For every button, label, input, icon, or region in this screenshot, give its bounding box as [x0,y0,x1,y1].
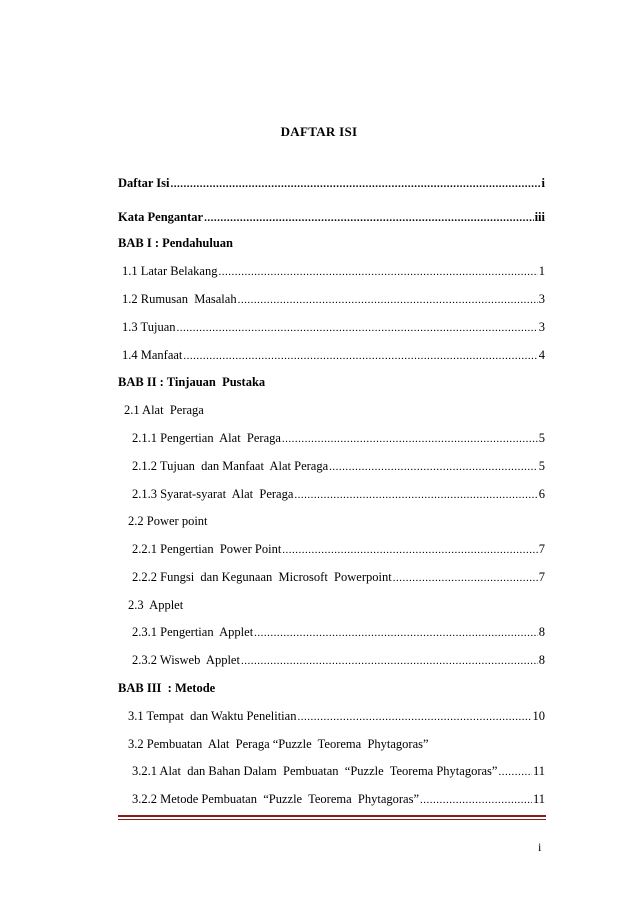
toc-entry [118,374,265,390]
toc-entry [122,291,545,307]
toc-entry [118,235,233,251]
toc-entry-label: BAB III : Metode [118,681,216,695]
toc-entry-label: 2.3.1 Pengertian Applet [132,625,254,639]
toc-entry [128,597,183,613]
toc-entry-page: 11 [532,764,545,778]
toc-entry-label: 2.2.1 Pengertian Power Point [132,542,282,556]
toc-entry-page: 5 [538,459,545,473]
toc-leader-dots [254,625,538,641]
toc-entry [118,209,545,225]
toc-entry-page: 10 [532,709,545,723]
footer-rule-thick [118,815,546,817]
page-title: DAFTAR ISI [280,124,358,139]
toc-entry [132,652,545,668]
toc-entry [122,347,545,363]
footer-page-number: i [538,840,542,854]
toc-entry-label: Daftar Isi [118,176,170,190]
toc-entry-label: 3.1 Tempat dan Waktu Penelitian [128,709,297,723]
toc-entry-page: 11 [532,792,545,806]
toc-leader-dots [294,487,537,503]
toc-leader-dots [177,320,538,336]
toc-entry-label: 2.1.3 Syarat-syarat Alat Peraga [132,487,294,501]
toc-entry-page: 7 [538,542,545,556]
toc-leader-dots [420,792,532,808]
toc-leader-dots [204,210,534,226]
toc-entry-page: 3 [538,292,545,306]
toc-entry [132,624,545,640]
toc-entry-label: 1.1 Latar Belakang [122,264,218,278]
toc-entry [128,708,545,724]
toc-leader-dots [238,292,538,308]
toc-entry [132,486,545,502]
toc-leader-dots [218,264,537,280]
toc-leader-dots [282,431,538,447]
toc-entry-label: 3.2.1 Alat dan Bahan Dalam Pembuatan “Puzzle Teorema Phytagoras” [132,764,498,778]
toc-entry [132,430,545,446]
toc-leader-dots [297,709,531,725]
footer-rule-thin [118,819,546,820]
toc-leader-dots [393,570,538,586]
toc-entry-page: 3 [538,320,545,334]
toc-entry-page: 8 [538,625,545,639]
toc-entry [122,319,545,335]
toc-entry-page: 6 [538,487,545,501]
toc-entry-page: iii [534,210,545,224]
toc-entry [132,569,545,585]
toc-leader-dots [498,764,531,780]
toc-entry [132,458,545,474]
toc-entry-label: 2.2 Power point [128,514,208,528]
toc-entry-page: 4 [538,348,545,362]
toc-entry [118,680,215,696]
toc-entry [132,541,545,557]
toc-leader-dots [183,348,537,364]
toc-entry-label: 3.2 Pembuatan Alat Peraga “Puzzle Teorema Phytagoras” [128,737,429,751]
toc-entry [124,402,204,418]
toc-entry-label: BAB II : Tinjauan Pustaka [118,375,266,389]
toc-entry [118,175,545,191]
toc-entry-label: 2.2.2 Fungsi dan Kegunaan Microsoft Powerpoint [132,570,392,584]
toc-entry-page: 8 [538,653,545,667]
toc-entry-label: 2.1 Alat Peraga [124,403,204,417]
toc-entry [132,763,545,779]
toc-leader-dots [329,459,538,475]
toc-entry-label: 2.1.1 Pengertian Alat Peraga [132,431,281,445]
toc-entry-label: BAB I : Pendahuluan [118,236,233,250]
toc-entry-page: 5 [538,431,545,445]
toc-entry [128,513,208,529]
toc-entry [128,736,429,752]
toc-entry-page: 1 [538,264,545,278]
toc-entry-label: 1.2 Rumusan Masalah [122,292,237,306]
toc-entry-label: 1.3 Tujuan [122,320,176,334]
toc-leader-dots [241,653,538,669]
toc-entry-label: Kata Pengantar [118,210,204,224]
toc-entry-page: 7 [538,570,545,584]
toc-entry [122,263,545,279]
toc-entry-label: 3.2.2 Metode Pembuatan “Puzzle Teorema Phytagoras” [132,792,420,806]
toc-entry-label: 2.1.2 Tujuan dan Manfaat Alat Peraga [132,459,329,473]
toc-entry-label: 2.3.2 Wisweb Applet [132,653,240,667]
toc-leader-dots [282,542,537,558]
toc-entry-label: 1.4 Manfaat [122,348,183,362]
toc-leader-dots [171,176,541,192]
toc-entry [132,791,545,807]
toc-entry-label: 2.3 Applet [128,598,184,612]
toc-entry-page: i [541,176,545,190]
